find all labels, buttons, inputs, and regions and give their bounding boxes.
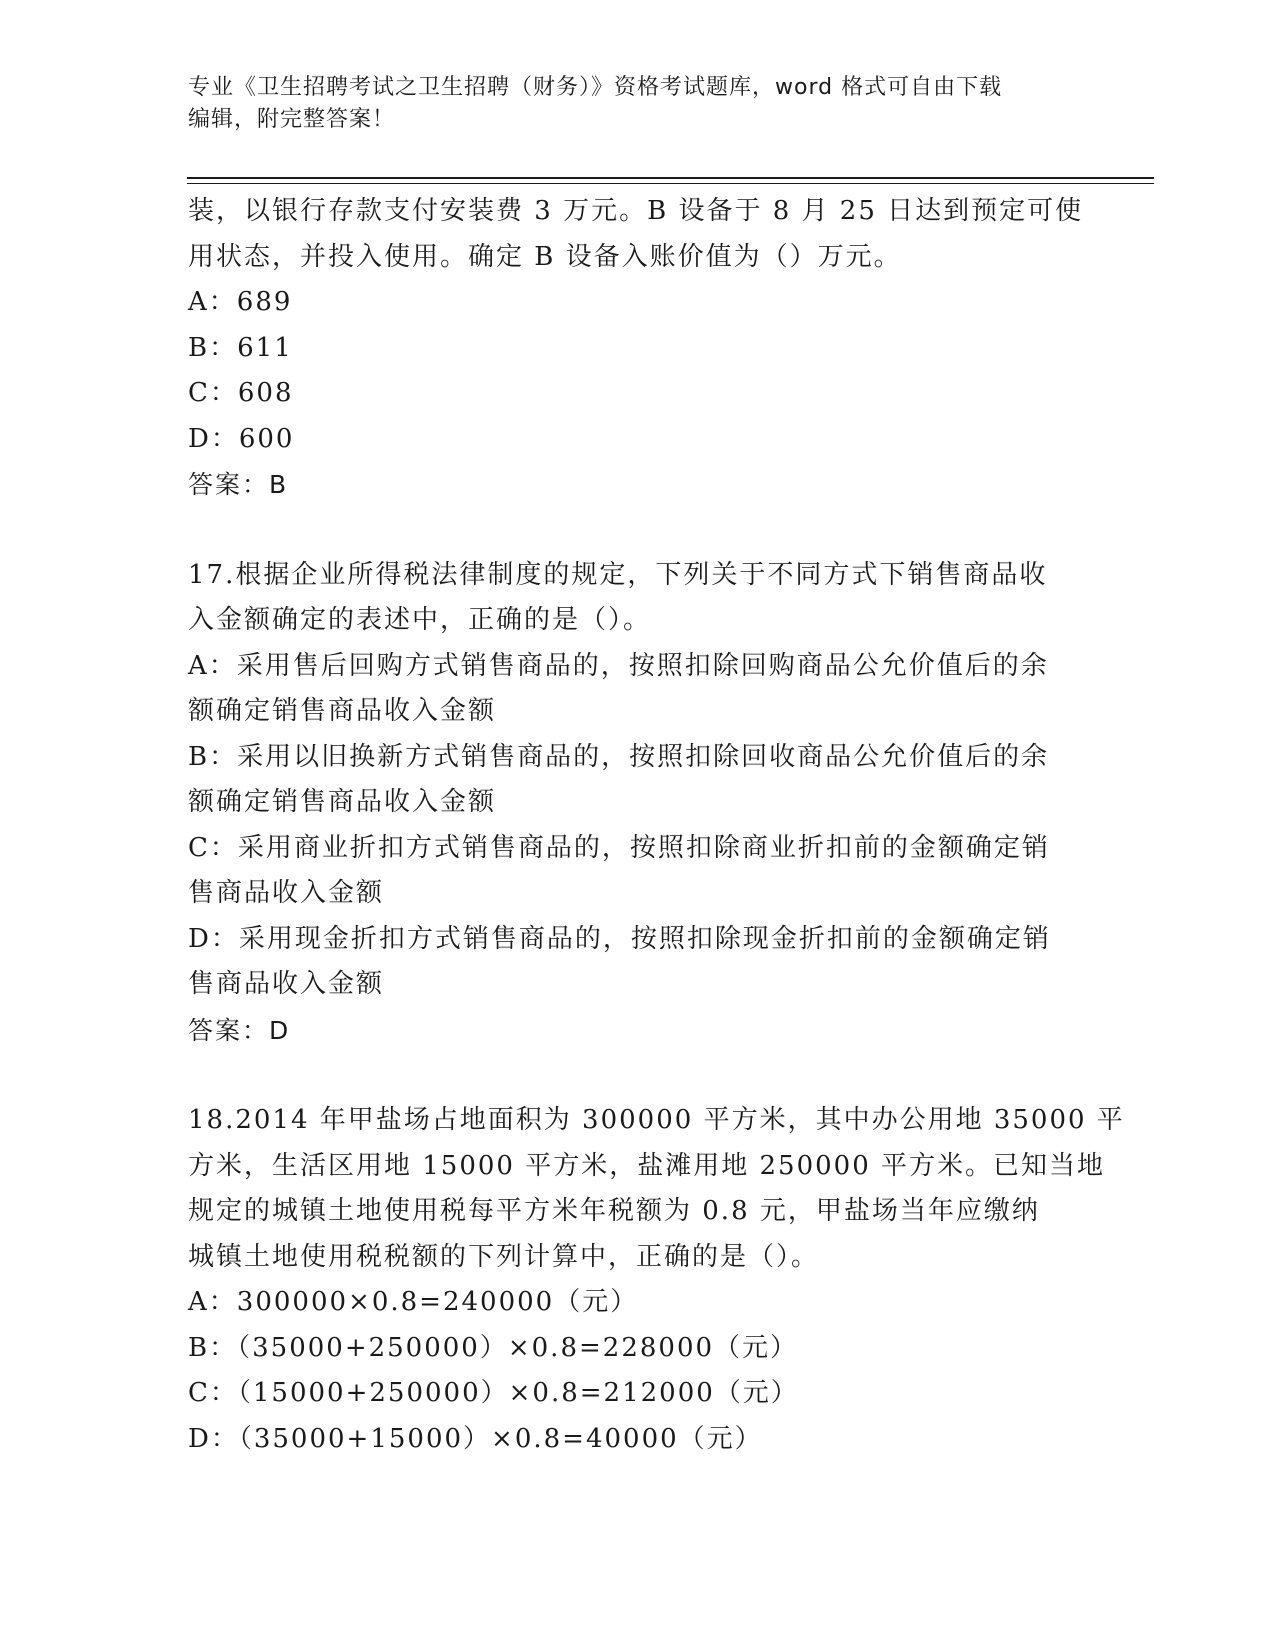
header-title-line-2: 编辑，附完整答案！ bbox=[188, 107, 396, 132]
question-spacer bbox=[188, 508, 1088, 553]
question-16-option-d: D：600 bbox=[188, 423, 295, 454]
question-18-stem-line-3: 规定的城镇土地使用税每平方米年税额为 0.8 元，甲盐场当年应缴纳 bbox=[188, 1196, 1040, 1226]
question-16 bbox=[188, 189, 1088, 508]
question-17-option-d-line-2: 售商品收入金额 bbox=[188, 969, 385, 999]
question-17-option-b-line-1: B：采用以旧换新方式销售商品的，按照扣除回收商品公允价值后的余 bbox=[188, 741, 1050, 772]
question-16-answer: 答案：B bbox=[188, 470, 289, 499]
question-18-option-d: D：（35000+15000）×0.8=40000（元） bbox=[188, 1423, 763, 1454]
question-17-option-c-line-2: 售商品收入金额 bbox=[188, 878, 385, 908]
question-18-stem-line-4: 城镇土地使用税税额的下列计算中，正确的是（）。 bbox=[188, 1241, 820, 1272]
question-17-stem-line-2: 入金额确定的表述中，正确的是（）。 bbox=[188, 605, 652, 635]
document-header bbox=[188, 72, 1088, 136]
question-16-stem-line-2: 用状态，并投入使用。确定 B 设备入账价值为（）万元。 bbox=[188, 241, 902, 272]
question-16-stem-line-1: 装，以银行存款支付安装费 3 万元。B 设备于 8 月 25 日达到预定可使 bbox=[188, 196, 1084, 226]
question-16-option-a: A：689 bbox=[188, 287, 293, 317]
header-divider-thick bbox=[187, 177, 1154, 179]
question-18-option-a: A：300000×0.8=240000（元） bbox=[188, 1287, 639, 1317]
question-16-option-c: C：608 bbox=[188, 378, 294, 408]
question-18-option-b: B：（35000+250000）×0.8=228000（元） bbox=[188, 1332, 799, 1363]
question-17-option-a-line-1: A：采用售后回购方式销售商品的，按照扣除回购商品公允价值后的余 bbox=[188, 650, 1049, 681]
question-18-stem-line-2: 方米，生活区用地 15000 平方米，盐滩用地 250000 平方米。已知当地 bbox=[188, 1150, 1106, 1181]
question-18-stem-line-1: 18.2014 年甲盐场占地面积为 300000 平方米，其中办公用地 35000 平 bbox=[188, 1105, 1125, 1135]
question-16-option-b: B：611 bbox=[188, 332, 293, 363]
header-title-line-1: 专业《卫生招聘考试之卫生招聘（财务）》资格考试题库，word 格式可自由下载 bbox=[188, 75, 1003, 100]
question-18 bbox=[188, 1098, 1125, 1462]
question-17-option-b-line-2: 额确定销售商品收入金额 bbox=[188, 787, 497, 817]
question-18-option-c: C：（15000+250000）×0.8=212000（元） bbox=[188, 1378, 799, 1408]
question-17-option-a-line-2: 额确定销售商品收入金额 bbox=[188, 696, 497, 726]
question-17 bbox=[188, 553, 1088, 1054]
question-17-answer: 答案：D bbox=[188, 1015, 291, 1045]
header-divider-thin bbox=[187, 183, 1154, 184]
document-body bbox=[188, 189, 1125, 1462]
question-17-stem-line-1: 17.根据企业所得税法律制度的规定，下列关于不同方式下销售商品收 bbox=[188, 559, 1048, 590]
question-spacer bbox=[188, 1053, 1088, 1098]
question-17-option-d-line-1: D：采用现金折扣方式销售商品的，按照扣除现金折扣前的金额确定销 bbox=[188, 923, 1051, 954]
question-17-option-c-line-1: C：采用商业折扣方式销售商品的，按照扣除商业折扣前的金额确定销 bbox=[188, 832, 1050, 863]
